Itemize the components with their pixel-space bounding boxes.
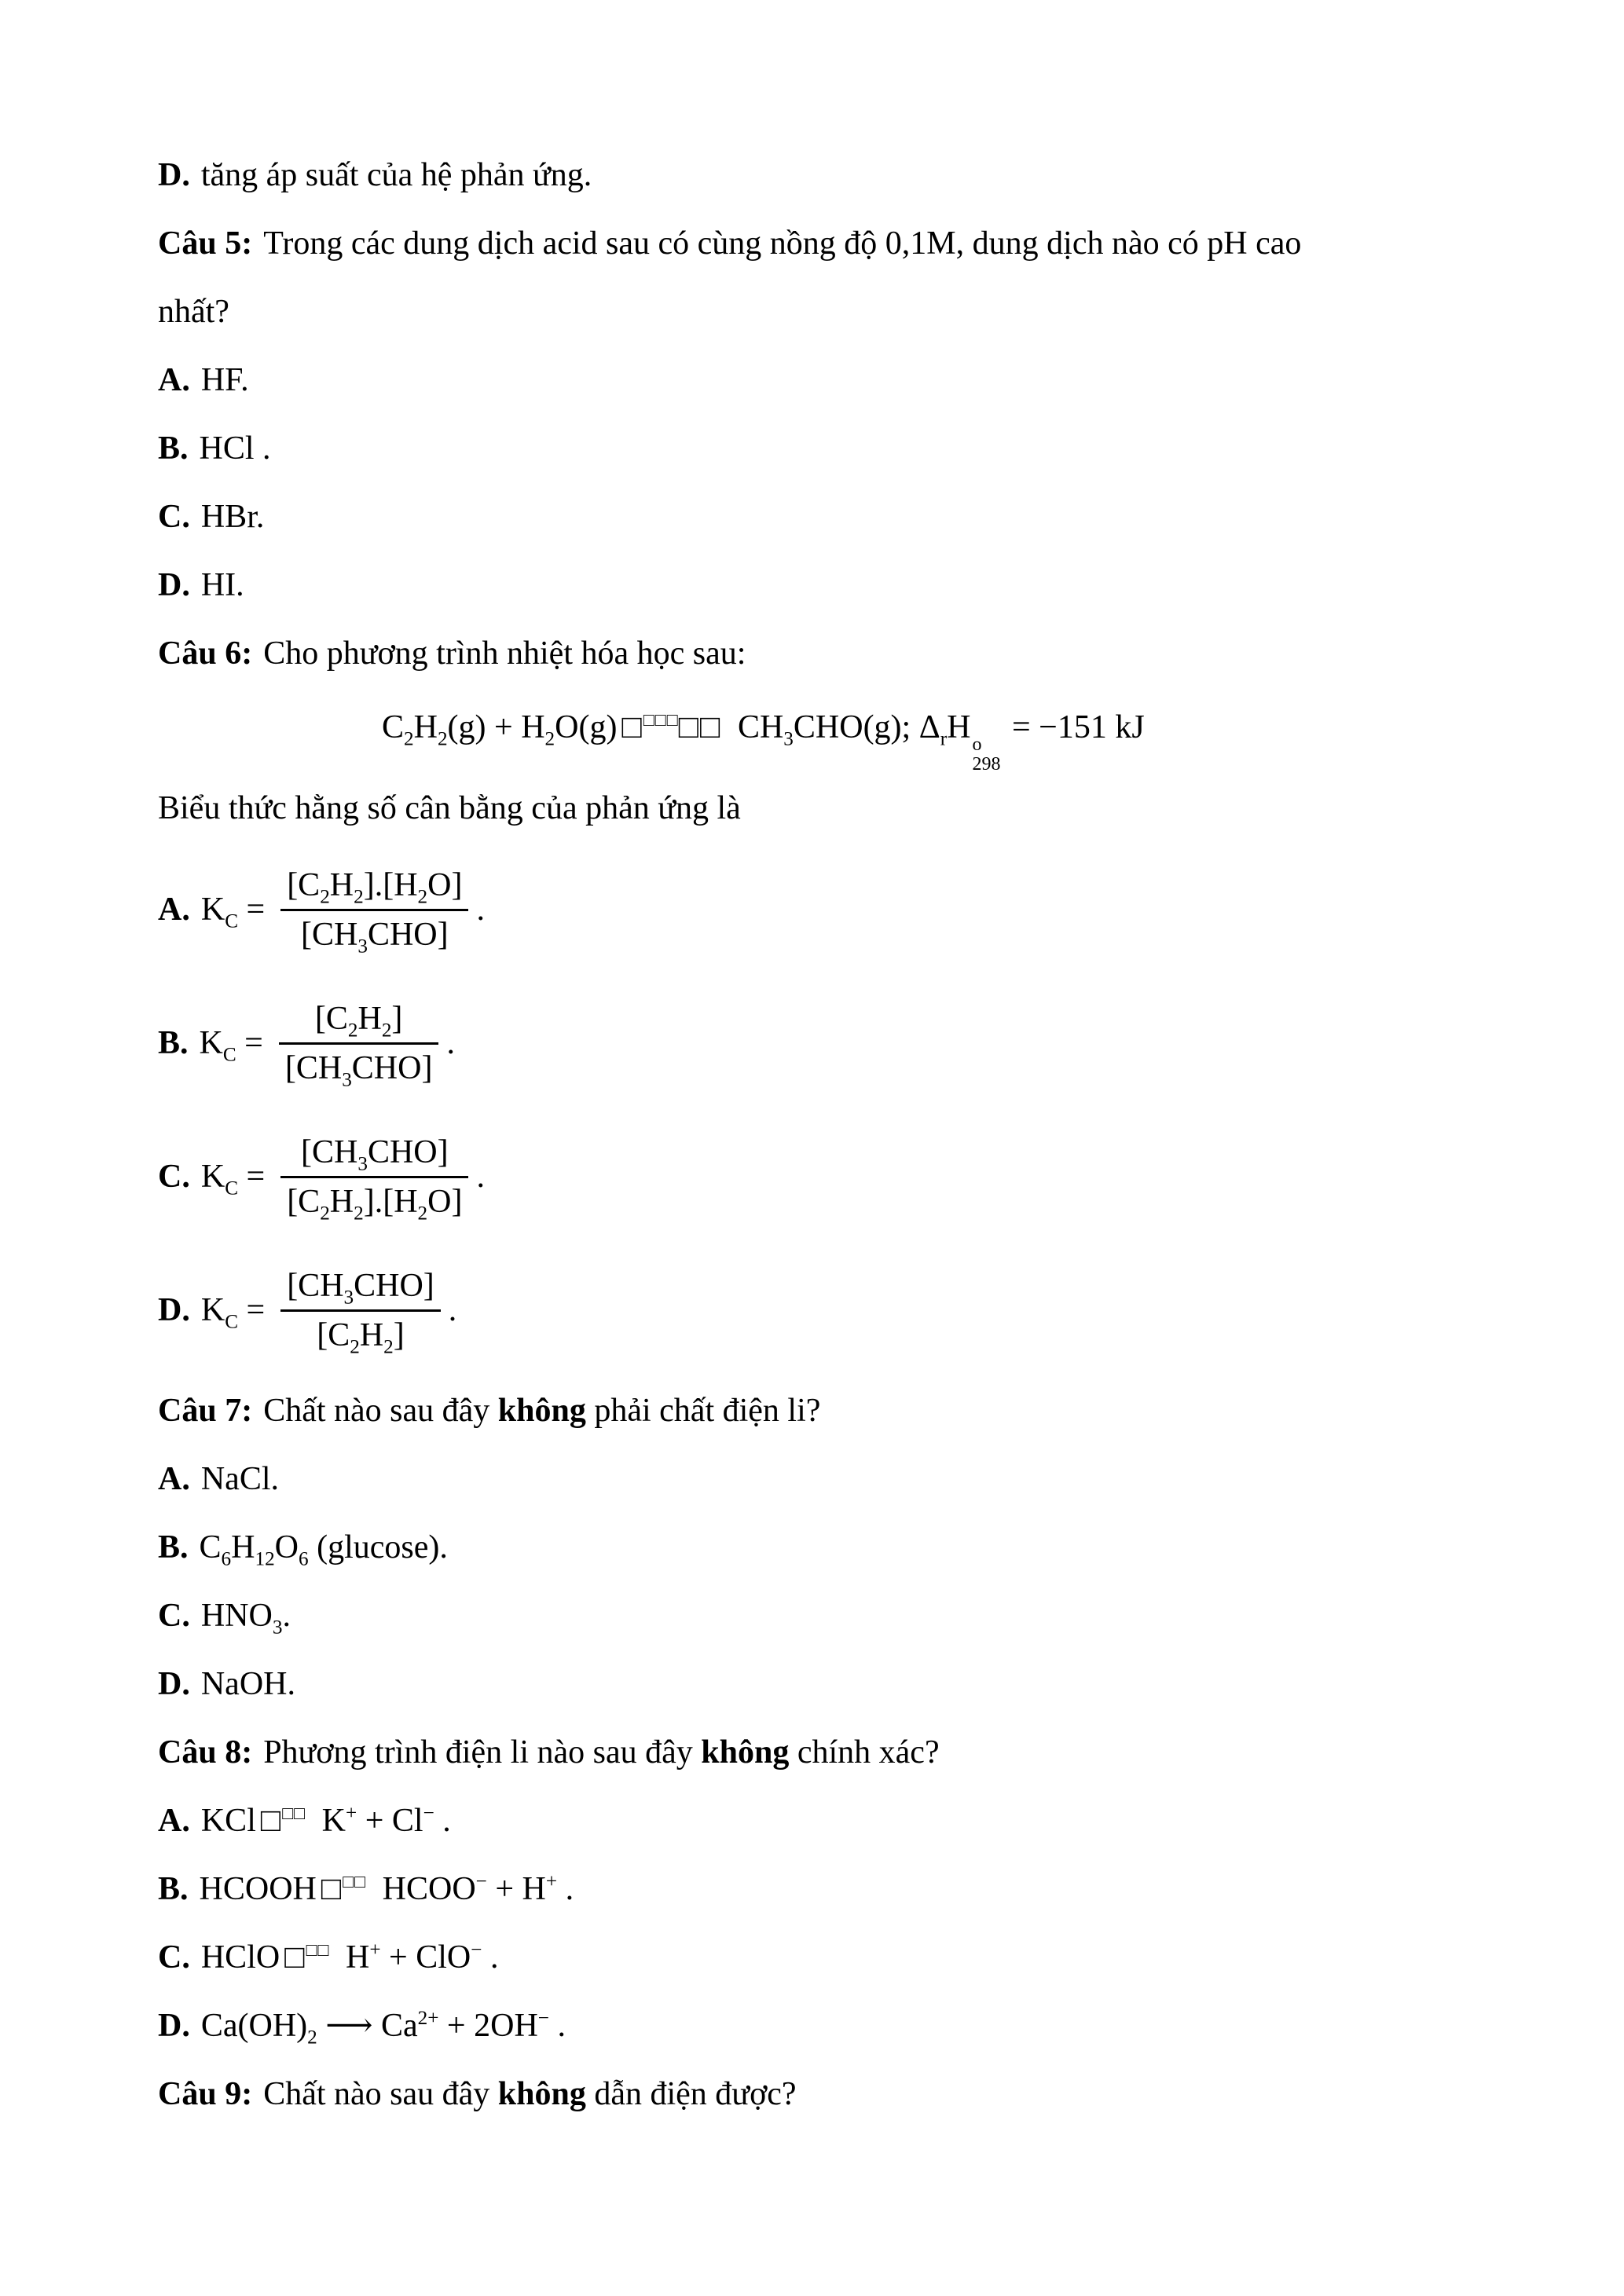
line-text: Biểu thức hằng số cân bằng của phản ứng là [158,790,741,827]
line-label: D. [158,2008,190,2045]
line-label: Câu 5: [158,225,253,262]
fraction-numerator: $[C_2H_2].[H_2O]$ [287,866,463,907]
line-text: HCOOH □□□ HCOO− + H+ . [199,1871,574,1908]
equilibrium-constant-symbol: $K_C$ = [200,1159,266,1199]
line-label: C. [158,1598,190,1635]
line-label: Câu 8: [158,1734,253,1771]
question-line [158,620,1506,688]
line-label: D. [158,157,190,193]
option-line [158,346,1506,415]
line-label: Câu 6: [158,635,253,672]
option-line [158,415,1506,483]
option-line [158,1992,1506,2060]
trailing-period: . [476,892,485,928]
option-line [158,1514,1506,1582]
line-text: Phương trình điện li nào sau đây không chính xác? [263,1734,940,1771]
line-text: $HNO_3$. [200,1598,291,1639]
option-line [158,1787,1506,1855]
line-label: D. [158,1666,190,1703]
line-text: HCl . [199,430,271,467]
line-text: Cho phương trình nhiệt hóa học sau: [263,635,746,672]
text-line [158,278,1506,346]
trailing-period: . [476,1159,485,1196]
option-line [158,551,1506,620]
line-label: C. [158,499,190,535]
line-label: D. [158,1292,190,1329]
question-line [158,210,1506,278]
line-label: B. [158,1529,189,1566]
option-line [158,1650,1506,1719]
equilibrium-constant-symbol: $K_C$ = [200,1292,266,1333]
fraction [279,1000,439,1091]
fraction-numerator: $[C_2H_2]$ [314,1000,403,1041]
line-text: nhất? [158,294,229,330]
option-line [158,1582,1506,1650]
fraction-denominator: $[CH_3CHO]$ [280,909,468,954]
line-text: HF. [200,362,249,398]
line-label: A. [158,362,190,398]
line-label: A. [158,892,190,928]
fraction-option-line [158,843,1506,976]
line-label: D. [158,567,190,603]
question-line [158,2060,1506,2129]
line-label: Câu 7: [158,1393,253,1430]
fraction-denominator: $[CH_3CHO]$ [279,1042,439,1087]
fraction-numerator: $[CH_3CHO]$ [301,1133,449,1174]
equation-line [158,688,1506,774]
question-line [158,1719,1506,1787]
line-label: B. [158,1025,189,1062]
line-text: NaOH. [200,1666,295,1703]
option-line [158,141,1506,210]
line-text: KCl □□□ K+ + Cl− . [200,1803,451,1840]
option-line [158,1855,1506,1924]
line-text: HClO □□□ H+ + ClO− . [200,1939,499,1976]
line-label: Câu 9: [158,2076,253,2113]
fraction-numerator: $[CH_3CHO]$ [287,1267,434,1308]
fraction-option-line [158,1110,1506,1243]
line-label: B. [158,430,189,467]
option-line [158,1924,1506,1992]
line-text: $C_6H_{12}O_6$ (glucose). [199,1529,448,1570]
text-line [158,774,1506,843]
line-text: Trong các dung dịch acid sau có cùng nồng độ 0,1M, dung dịch nào có pH cao [263,225,1302,262]
line-text: Chất nào sau đây không dẫn điện được? [263,2076,797,2113]
trailing-period: . [448,1292,457,1329]
equilibrium-constant-symbol: $K_C$ = [200,892,266,932]
line-text: NaCl. [200,1461,279,1498]
trailing-period: . [446,1025,455,1062]
fraction [280,1267,441,1358]
fraction-denominator: $[C_2H_2]$ [280,1309,441,1354]
line-text: $C_2H_2(g) + H_2O(g)$ □□□□□□ $CH_3CHO(g)$; $\Delta_rH$ o 298 = −151 kJ [382,709,1145,775]
option-line [158,1445,1506,1514]
line-text: HBr. [200,499,265,535]
line-text: Chất nào sau đây không phải chất điện li? [263,1393,821,1430]
line-label: B. [158,1871,189,1908]
fraction-option-line [158,976,1506,1110]
line-label: C. [158,1159,190,1196]
document-content [158,141,1506,2129]
line-label: C. [158,1939,190,1976]
line-label: A. [158,1803,190,1840]
line-text: $Ca(OH)_2$ ⟶ $Ca^{2+} + 2OH^-$ . [200,2008,566,2049]
line-text: tăng áp suất của hệ phản ứng. [200,157,592,193]
option-line [158,483,1506,551]
fraction-denominator: $[C_2H_2].[H_2O]$ [280,1176,468,1221]
fraction-option-line [158,1243,1506,1377]
equilibrium-constant-symbol: $K_C$ = [199,1025,263,1066]
fraction [280,866,468,958]
line-label: A. [158,1461,190,1498]
line-text: HI. [200,567,244,603]
fraction [280,1133,468,1225]
question-line [158,1377,1506,1445]
